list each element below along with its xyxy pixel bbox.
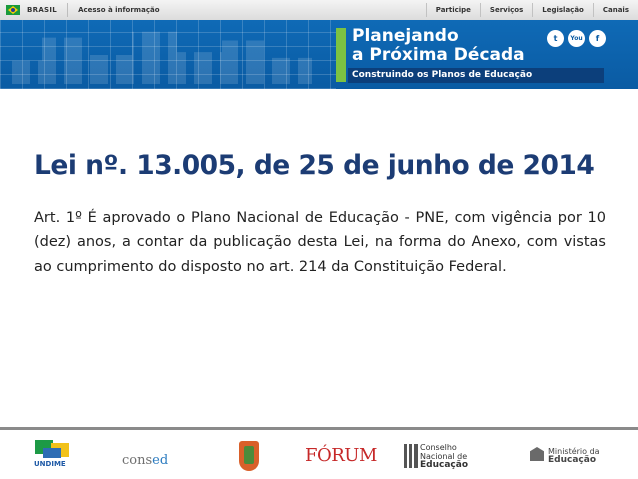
forum-logo[interactable]: FÓRUM <box>305 445 377 466</box>
banner-subtitle: Construindo os Planos de Educação <box>348 68 604 83</box>
gov-top-bar <box>0 0 638 21</box>
consed-logo[interactable] <box>122 453 168 468</box>
law-article-text: Art. 1º É aprovado o Plano Nacional de Educação - PNE, com vigência por 10 (dez) anos, a contar da publicação desta Lei, na forma do Anexo, com vistas ao cumprimento do disposto no art. 214 da Constituição Federal. <box>34 210 606 275</box>
undime-label: UNDIME <box>34 460 66 468</box>
twitter-icon[interactable]: t <box>547 30 564 47</box>
mec-line2: Educação <box>548 455 596 465</box>
banner-title-line2: a Próxima Década <box>352 45 525 65</box>
cne-columns-icon <box>404 444 418 468</box>
consed-text-b: ed <box>152 453 169 468</box>
social-links <box>547 30 606 47</box>
banner-title-line1: Planejando <box>352 26 459 46</box>
nav-servicos[interactable]: Serviços <box>480 3 532 17</box>
facebook-icon[interactable]: f <box>589 30 606 47</box>
nav-participe[interactable]: Participe <box>426 3 480 17</box>
nav-legislacao[interactable]: Legislação <box>532 3 593 17</box>
page-title: Lei nº. 13.005, de 25 de junho de 2014 <box>34 150 595 181</box>
mec-line1: Ministério da <box>548 447 600 456</box>
cne-logo[interactable] <box>420 443 468 470</box>
footer-divider <box>0 427 638 430</box>
youtube-icon[interactable]: You <box>568 30 585 47</box>
undime-logo[interactable] <box>33 440 81 478</box>
banner <box>0 20 638 89</box>
mec-building-icon <box>530 447 544 461</box>
cne-line1: Conselho <box>420 443 457 452</box>
banner-accent-bar <box>336 28 346 82</box>
brasil-link[interactable]: BRASIL <box>27 6 58 14</box>
coat-of-arms-logo[interactable] <box>239 441 259 471</box>
acesso-informacao-link[interactable]: Acesso à informação <box>78 6 160 14</box>
consed-text-a: cons <box>122 453 153 468</box>
gov-nav <box>426 0 638 20</box>
cne-line3: Educação <box>420 460 468 470</box>
nav-canais[interactable]: Canais <box>593 3 638 17</box>
divider <box>67 3 68 17</box>
banner-graphic <box>0 20 336 89</box>
brazil-flag-icon[interactable] <box>6 5 20 15</box>
cne-line2: Nacional de <box>420 452 468 461</box>
mec-logo[interactable] <box>548 447 600 465</box>
